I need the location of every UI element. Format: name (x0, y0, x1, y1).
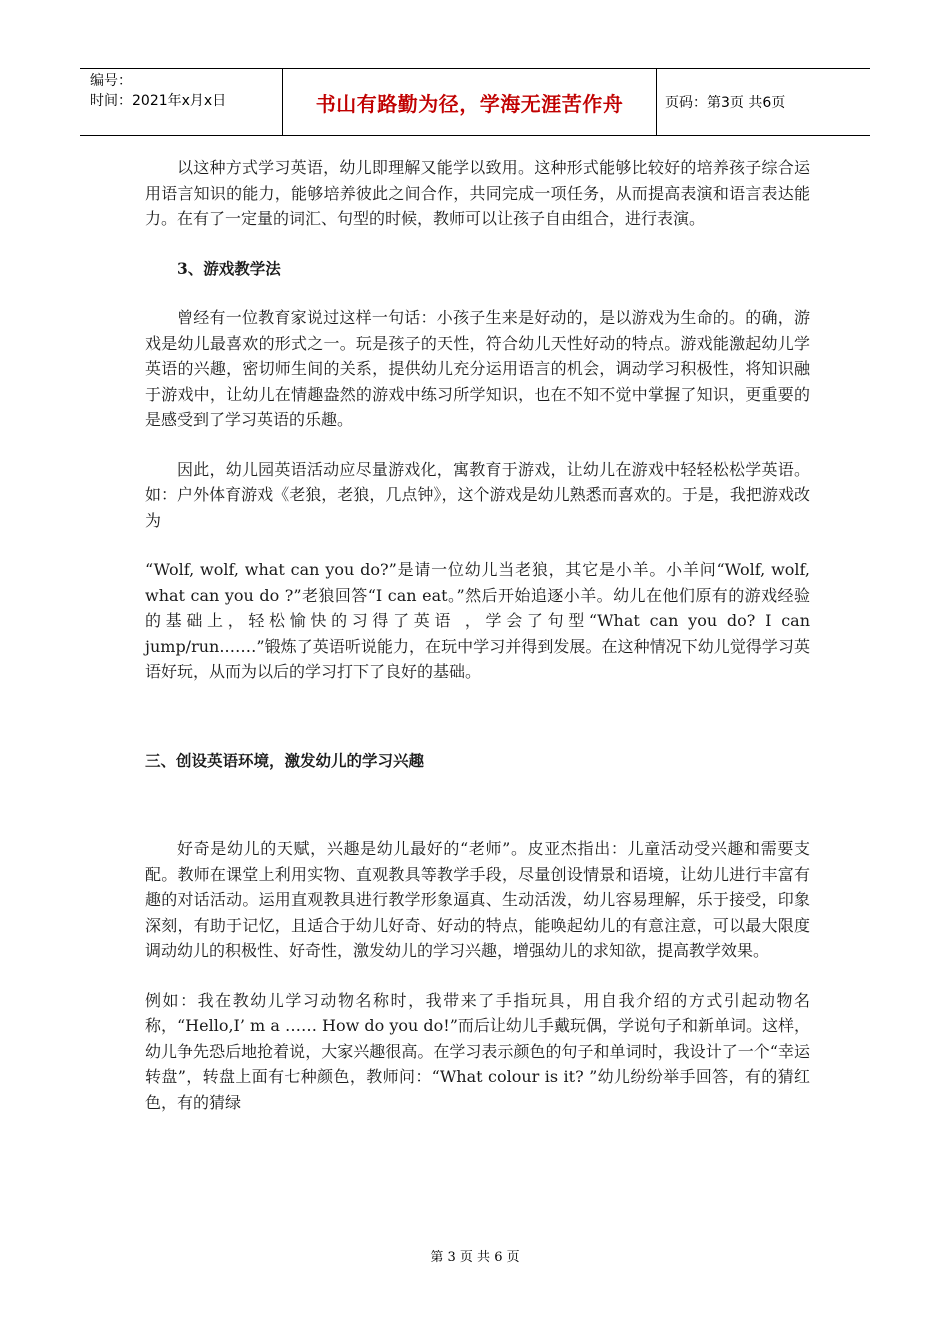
paragraph-6: 例如：我在教幼儿学习动物名称时，我带来了手指玩具，用自我介绍的方式引起动物名称，“Hello,I’ m a …… How do you do!”而后让幼儿手戴玩偶，学说句子和新单词。这样，幼儿争先恐后地抢着说，大家兴趣很高。在学习表示颜色的句子和单词时，我设计了一个“幸运转盘”，转盘上面有七种颜色，教师问：“What colour is it? ”幼儿纷纷举手回答，有的猜红色，有的猜绿 (145, 990, 810, 1112)
header-page-info: 页码：第3页 共6页 (665, 95, 786, 111)
page-header (80, 68, 870, 136)
paragraph-3: 因此，幼儿园英语活动应尽量游戏化，寓教育于游戏，让幼儿在游戏中轻轻松松学英语。如：户外体育游戏《老狼，老狼，几点钟》，这个游戏是幼儿熟悉而喜欢的。于是，我把游戏改为 (145, 459, 810, 530)
section-heading-3: 3、游戏教学法 (177, 258, 281, 278)
header-meta (80, 69, 283, 135)
paragraph-5: 好奇是幼儿的天赋，兴趣是幼儿最好的“老师”。皮亚杰指出：儿童活动受兴趣和需要支配。教师在课堂上利用实物、直观教具等教学手段，尽量创设情景和语境，让幼儿进行丰富有趣的对话活动。运用直观教具进行教学形象逼真、生动活泼，幼儿容易理解，乐于接受，印象深刻，有助于记忆，且适合于幼儿好奇、好动的特点，能唤起幼儿的有意注意，可以最大限度调动幼儿的积极性、好奇性，激发幼儿的学习兴趣，增强幼儿的求知欲，提高教学效果。 (145, 839, 810, 960)
document-body (145, 155, 810, 1115)
date-label: 时间：2021年x月x日 (90, 93, 227, 109)
section-heading-three: 三、创设英语环境，激发幼儿的学习兴趣 (145, 750, 425, 770)
header-motto: 书山有路勤为径，学海无涯苦作舟 (283, 69, 657, 135)
paragraph-4: “Wolf, wolf, what can you do?”是请一位幼儿当老狼，其它是小羊。小羊问“Wolf, wolf, what can you do ?”老狼回答“I can eat。”然后开始追逐小羊。幼儿在他们原有的游戏经验的基础上，轻松愉快的习得了英语 ，学会了句型“What can you do? I can jump/run.……”锻炼了英语听说能力，在玩中学习并得到发展。在这种情况下幼儿觉得学习英语好玩，从而为以后的学习打下了良好的基础。 (145, 560, 810, 681)
page-footer: 第 3 页 共 6 页 (430, 1250, 520, 1265)
paragraph-1: 以这种方式学习英语，幼儿即理解又能学以致用。这种形式能够比较好的培养孩子综合运用语言知识的能力，能够培养彼此之间合作，共同完成一项任务，从而提高表演和语言表达能力。在有了一定量的词汇、句型的时候，教师可以让孩子自由组合，进行表演。 (145, 158, 810, 228)
paragraph-2: 曾经有一位教育家说过这样一句话：小孩子生来是好动的，是以游戏为生命的。的确，游戏是幼儿最喜欢的形式之一。玩是孩子的天性，符合幼儿天性好动的特点。游戏能激起幼儿学英语的兴趣，密切师生间的关系，提供幼儿充分运用语言的机会，调动学习积极性，将知识融于游戏中，让幼儿在情趣盎然的游戏中练习所学知识，也在不知不觉中掌握了知识，更重要的是感受到了学习英语的乐趣。 (145, 308, 810, 429)
number-label: 编号： (90, 73, 132, 89)
